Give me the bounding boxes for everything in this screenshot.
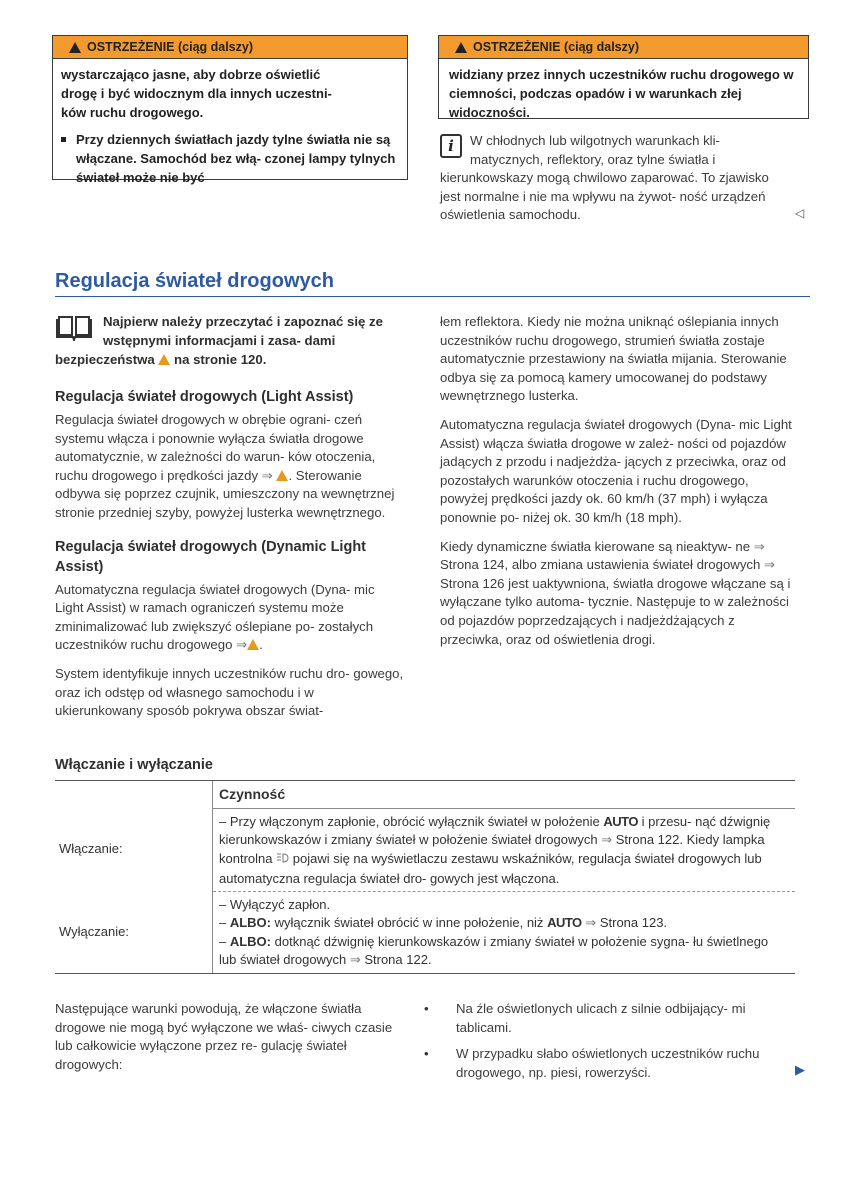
warning-triangle-icon[interactable] [276, 470, 288, 481]
warning-text-line: wystarczająco jasne, aby dobrze oświetlić [61, 67, 321, 82]
info-icon: i [440, 134, 462, 158]
book-icon [55, 315, 93, 346]
table-header-row [55, 781, 795, 808]
page-ref-link[interactable]: Strona 122. Kiedy lampka kontrolna [219, 832, 765, 866]
row-on-text-3: pojawi się na wyświetlaczu zestawu wskaźników, regulacja świateł drogowych lub automatyczna regulacja świateł dro- gowych jest włączona. [219, 850, 762, 886]
right-column [440, 313, 795, 659]
page-ref-link[interactable]: Strona 122. [364, 952, 432, 967]
next-page-arrow-icon[interactable]: ▶ [795, 1062, 805, 1077]
intro-note [55, 312, 405, 369]
list-item-text: Na źle oświetlonych ulicach z silnie odbijający- mi tablicami. [456, 1001, 746, 1035]
alternative-label: ALBO: [229, 933, 272, 949]
warning-triangle-icon [158, 354, 170, 365]
bottom-left-text: Następujące warunki powodują, że włączone światła drogowe nie mogą być wyłączone we właś- ciwych czasie lub całkowicie wyłączone przez re- gulację świateł drogowych: [55, 1001, 393, 1072]
warning-triangle-icon[interactable] [247, 639, 259, 650]
info-note-text: W chłodnych lub wilgotnych warunkach kli- matycznych, reflektory, oraz tylne światła i kierunkowskazy mogą chwilowo zaparować. To zjawisko jest normalne i nie ma wpływu na żywot- ność urządzeń oświetlenia samochodu. [440, 133, 769, 223]
row-label-on: Włączanie: [55, 808, 213, 891]
auto-position-label: AUTO [603, 813, 639, 829]
arrow-ref-icon: ⇒ [261, 467, 273, 483]
table-row [55, 808, 795, 891]
right-paragraph: Kiedy dynamiczne światła kierowane są nieaktyw- ne [440, 538, 751, 554]
warning-header [53, 36, 407, 59]
warning-triangle-icon [455, 42, 467, 53]
light-assist-text: Regulacja świateł drogowych w obrębie ograni- czeń systemu włącza i ponownie wyłącza światła drogowe automatycznie, w zależności do warun- ków otoczenia, ruchu drogowego i prędkości jazdy [55, 412, 376, 483]
arrow-ref-icon: ⇒ [753, 538, 765, 554]
right-paragraph: Automatyczna regulacja świateł drogowych (Dyna- mic Light Assist) włącza światła drogowe w zależ- ności od pojazdów jadących z przodu i nadjeżdża- jących z przeciwka, oraz od pozostałych warunków otoczenia i ruchu drogowego, powyżej prędkości jazdy ok. 60 km/h (37 mph) i wyłącza ponownie po- niżej ok. 30 km/h (18 mph). [440, 416, 792, 525]
operations-table [55, 781, 795, 974]
arrow-ref-icon: ⇒ [236, 637, 248, 653]
warning-text-line: ków ruchu drogowego. [61, 105, 204, 120]
list-item [440, 1045, 790, 1082]
list-item [440, 1000, 790, 1037]
row-off-step: dotknąć dźwignię kierunkowskazów i zmiany świateł w położenie sygna- łu świetlnego lub świateł drogowych [219, 933, 769, 967]
warning-header-text: OSTRZEŻENIE (ciąg dalszy) [473, 40, 640, 54]
page-ref-link[interactable]: Strona 126 jest uaktywniona, światła drogowe włączane są i wyłączane tylko automa- tycznie. Następuje to w zależności od pojazdów poprzedzających i nadjeżdżających z przeciwka, oraz od oświetlenia drogi. [440, 575, 791, 647]
light-assist-text-2: . Sterowanie odbywa się poprzez czujnik, umieszczony na wewnętrznej stronie przedniej szyby, powyżej lusterka wewnętrznego. [55, 467, 395, 520]
arrow-ref-icon: ⇒ [349, 952, 361, 967]
left-column: Najpierw należy przeczytać i zapoznać się ze wstępnymi informacjami i zasa- dami bezpieczeństwa na stronie 120. Regulacja świateł drogowych (Light Assist) Regulacja świateł drogowych w obrębie ograni- czeń systemu włącza i ponownie wyłącza światła drogowe automatycznie, w zależności do warun- ków otoczenia, ruchu drogowego i prędkości jazdy ⇒ . Sterowanie odbywa się poprzez czujnik, umieszczony na wewnętrznej stronie przedniej szyby, powyżej lusterka wewnętrznego. Regulacja świateł drogowych (Dynamic Light Assist) Automatyczna regulacja świateł drogowych (Dyna- mic Light Assist) w ramach ograniczeń systemu może zminimalizować lub zwiększyć oślepiane po- zostałych uczestników ruchu drogowego ⇒ . System identyfikuje innych uczestników ruchu dro- gowego, oraz ich odstęp od własnego samochodu i w ukierunkowany sposób pokrywa obszar świat- [55, 312, 405, 721]
light-assist-heading: Regulacja świateł drogowych (Light Assist) [55, 389, 354, 405]
dynamic-text: Automatyczna regulacja świateł drogowych (Dyna- mic Light Assist) w ramach ograniczeń systemu może zminimalizować lub zwiększyć oślepiane po- zostałych uczestników ruchu drogowego [55, 581, 375, 653]
intro-page-ref: na stronie 120. [174, 352, 267, 367]
info-note [440, 132, 780, 225]
bullet-square-icon [61, 130, 76, 187]
bottom-right-list [440, 1000, 790, 1082]
warning-header-text: OSTRZEŻENIE (ciąg dalszy) [87, 40, 254, 54]
right-paragraph: łem reflektora. Kiedy nie można uniknąć oślepiania innych uczestników ruchu drogowego, strumień światła zostaje automatycznie przestawiony na światła mijania. Sterowanie odbya się za pomocą kamery umocowanej do podstawy wewnętrznego lusterka. [440, 314, 787, 404]
row-on-text-2: i przesu- nąć dźwignię kierunkowskazów i zmiany świateł w położenie świateł drogowych [219, 813, 771, 847]
table-row: Wyłączanie: – Wyłączyć zapłon. – ALBO: wyłącznik świateł obrócić w inne położenie, niż AUTO ⇒ Strona 123. – ALBO: dotknąć dźwignię kierunkowskazów i zmiany świateł w położenie sygna- łu świetlnego lub świateł drogowych ⇒ Strona 122. [55, 891, 795, 973]
intro-text: Najpierw należy przeczytać i zapoznać się ze wstępnymi informacjami i zasa- dami bezpieczeństwa [55, 314, 383, 367]
table-column-header: Czynność [213, 781, 796, 808]
page-ref-link[interactable]: Strona 124, albo zmiana ustawienia świateł drogowych [440, 557, 761, 573]
high-beam-indicator-icon [276, 852, 289, 871]
dynamic-text-2: System identyfikuje innych uczestników ruchu dro- gowego, oraz ich odstęp od własnego samochodu i w ukierunkowany sposób pokrywa obszar świat- [55, 665, 404, 719]
warning-box-right [438, 35, 809, 119]
warning-bullet-text: Przy dziennych światłach jazdy tylne światła nie są włączane. Samochód bez włą- czonej lampy tylnych świateł może nie być [76, 132, 396, 185]
end-of-section-icon: ◁ [795, 206, 805, 220]
dynamic-heading: Regulacja świateł drogowych (Dynamic Light Assist) [55, 538, 367, 575]
section-rule [55, 296, 810, 297]
warning-box-left [52, 35, 408, 185]
page-ref-link[interactable]: Strona 123. [599, 915, 668, 930]
arrow-ref-icon: ⇒ [764, 557, 776, 573]
arrow-ref-icon: ⇒ [601, 832, 613, 847]
alternative-label: ALBO: [229, 915, 272, 930]
warning-triangle-icon [69, 42, 81, 53]
list-item-text: W przypadku słabo oświetlonych uczestników ruchu drogowego, np. piesi, rowerzyści. [456, 1046, 760, 1080]
row-label-off: Wyłączanie: [55, 891, 213, 973]
warning-header [439, 36, 808, 59]
section-title: Regulacja świateł drogowych [55, 270, 334, 292]
arrow-ref-icon: ⇒ [585, 915, 597, 930]
warning-text-line: drogę i być widocznym dla innych uczestni- [61, 86, 332, 101]
table-title: Włączanie i wyłączanie [55, 757, 213, 773]
warning-text: widziany przez innych uczestników ruchu drogowego w ciemności, podczas opadów i w warunkach złej widoczności. [449, 67, 794, 120]
row-off-step: – Wyłączyć zapłon. [219, 896, 331, 912]
row-on-text: – Przy włączonym zapłonie, obrócić wyłącznik świateł w położenie [219, 813, 600, 829]
auto-position-label: AUTO [547, 915, 582, 930]
row-off-step: wyłącznik świateł obrócić w inne położenie, niż [274, 915, 544, 930]
